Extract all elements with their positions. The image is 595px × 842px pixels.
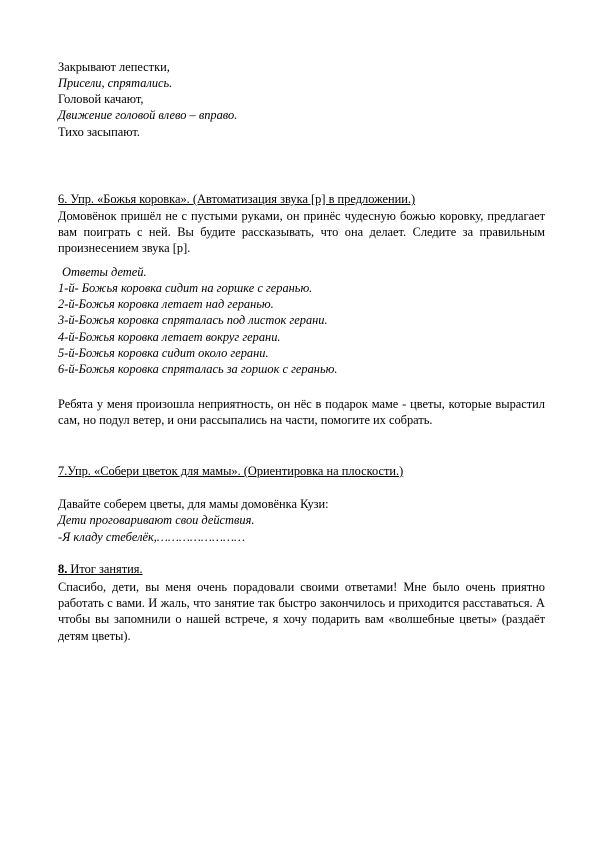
section-8-title: Итог занятия. <box>67 562 143 576</box>
poem-line-4: Движение головой влево – вправо. <box>58 108 238 122</box>
answer-5: 5-й-Божья коровка сидит около герани. <box>58 346 269 360</box>
answer-2: 2-й-Божья коровка летает над геранью. <box>58 297 274 311</box>
poem-line-2: Присели, спрятались. <box>58 76 173 90</box>
section-6-heading: 6. Упр. «Божья коровка». (Автоматизация звука [р] в предложении.) <box>58 192 416 206</box>
section-6-intro: Домовёнок пришёл не с пустыми руками, он принёс чудесную божью коровку, предлагает вам поиграть с ней. Вы будите рассказывать, что она делает. Следите за правильным произнесением звука [р]. <box>58 209 545 256</box>
section-7-note: Дети проговаривают свои действия. <box>58 513 255 527</box>
poem-line-3: Головой качают, <box>58 92 144 106</box>
answer-4: 4-й-Божья коровка летает вокруг герани. <box>58 330 281 344</box>
section-8-text: Спасибо, дети, вы меня очень порадовали своими ответами! Мне было очень приятно работать с вами. И жаль, что занятие так быстро закончилось и приходится расставаться. А чтобы вы запомнили о нашей встрече, я хочу подарить вам «волшебные цветы» (раздаёт детям цветы). <box>58 580 545 643</box>
answer-6: 6-й-Божья коровка спряталась за горшок с геранью. <box>58 362 338 376</box>
answer-3: 3-й-Божья коровка спряталась под листок герани. <box>58 313 328 327</box>
section-7-example: -Я кладу стебелёк,…………………… <box>58 530 246 544</box>
section-8-number: 8. <box>58 562 68 576</box>
section-8-heading <box>58 561 143 577</box>
poem-line-5: Тихо засыпают. <box>58 125 140 139</box>
section-7-text: Давайте соберем цветы, для мамы домовёнка Кузи: <box>58 497 329 511</box>
section-6-answers-label: Ответы детей. <box>62 265 147 279</box>
section-7-heading: 7.Упр. «Собери цветок для мамы». (Ориентировка на плоскости.) <box>58 464 404 478</box>
answer-1: 1-й- Божья коровка сидит на горшке с геранью. <box>58 281 313 295</box>
poem-line-1: Закрывают лепестки, <box>58 60 170 74</box>
section-6-story: Ребята у меня произошла неприятность, он нёс в подарок маме - цветы, которые вырастил сам, но подул ветер, и они рассыпались на части, помогите их собрать. <box>58 397 545 428</box>
